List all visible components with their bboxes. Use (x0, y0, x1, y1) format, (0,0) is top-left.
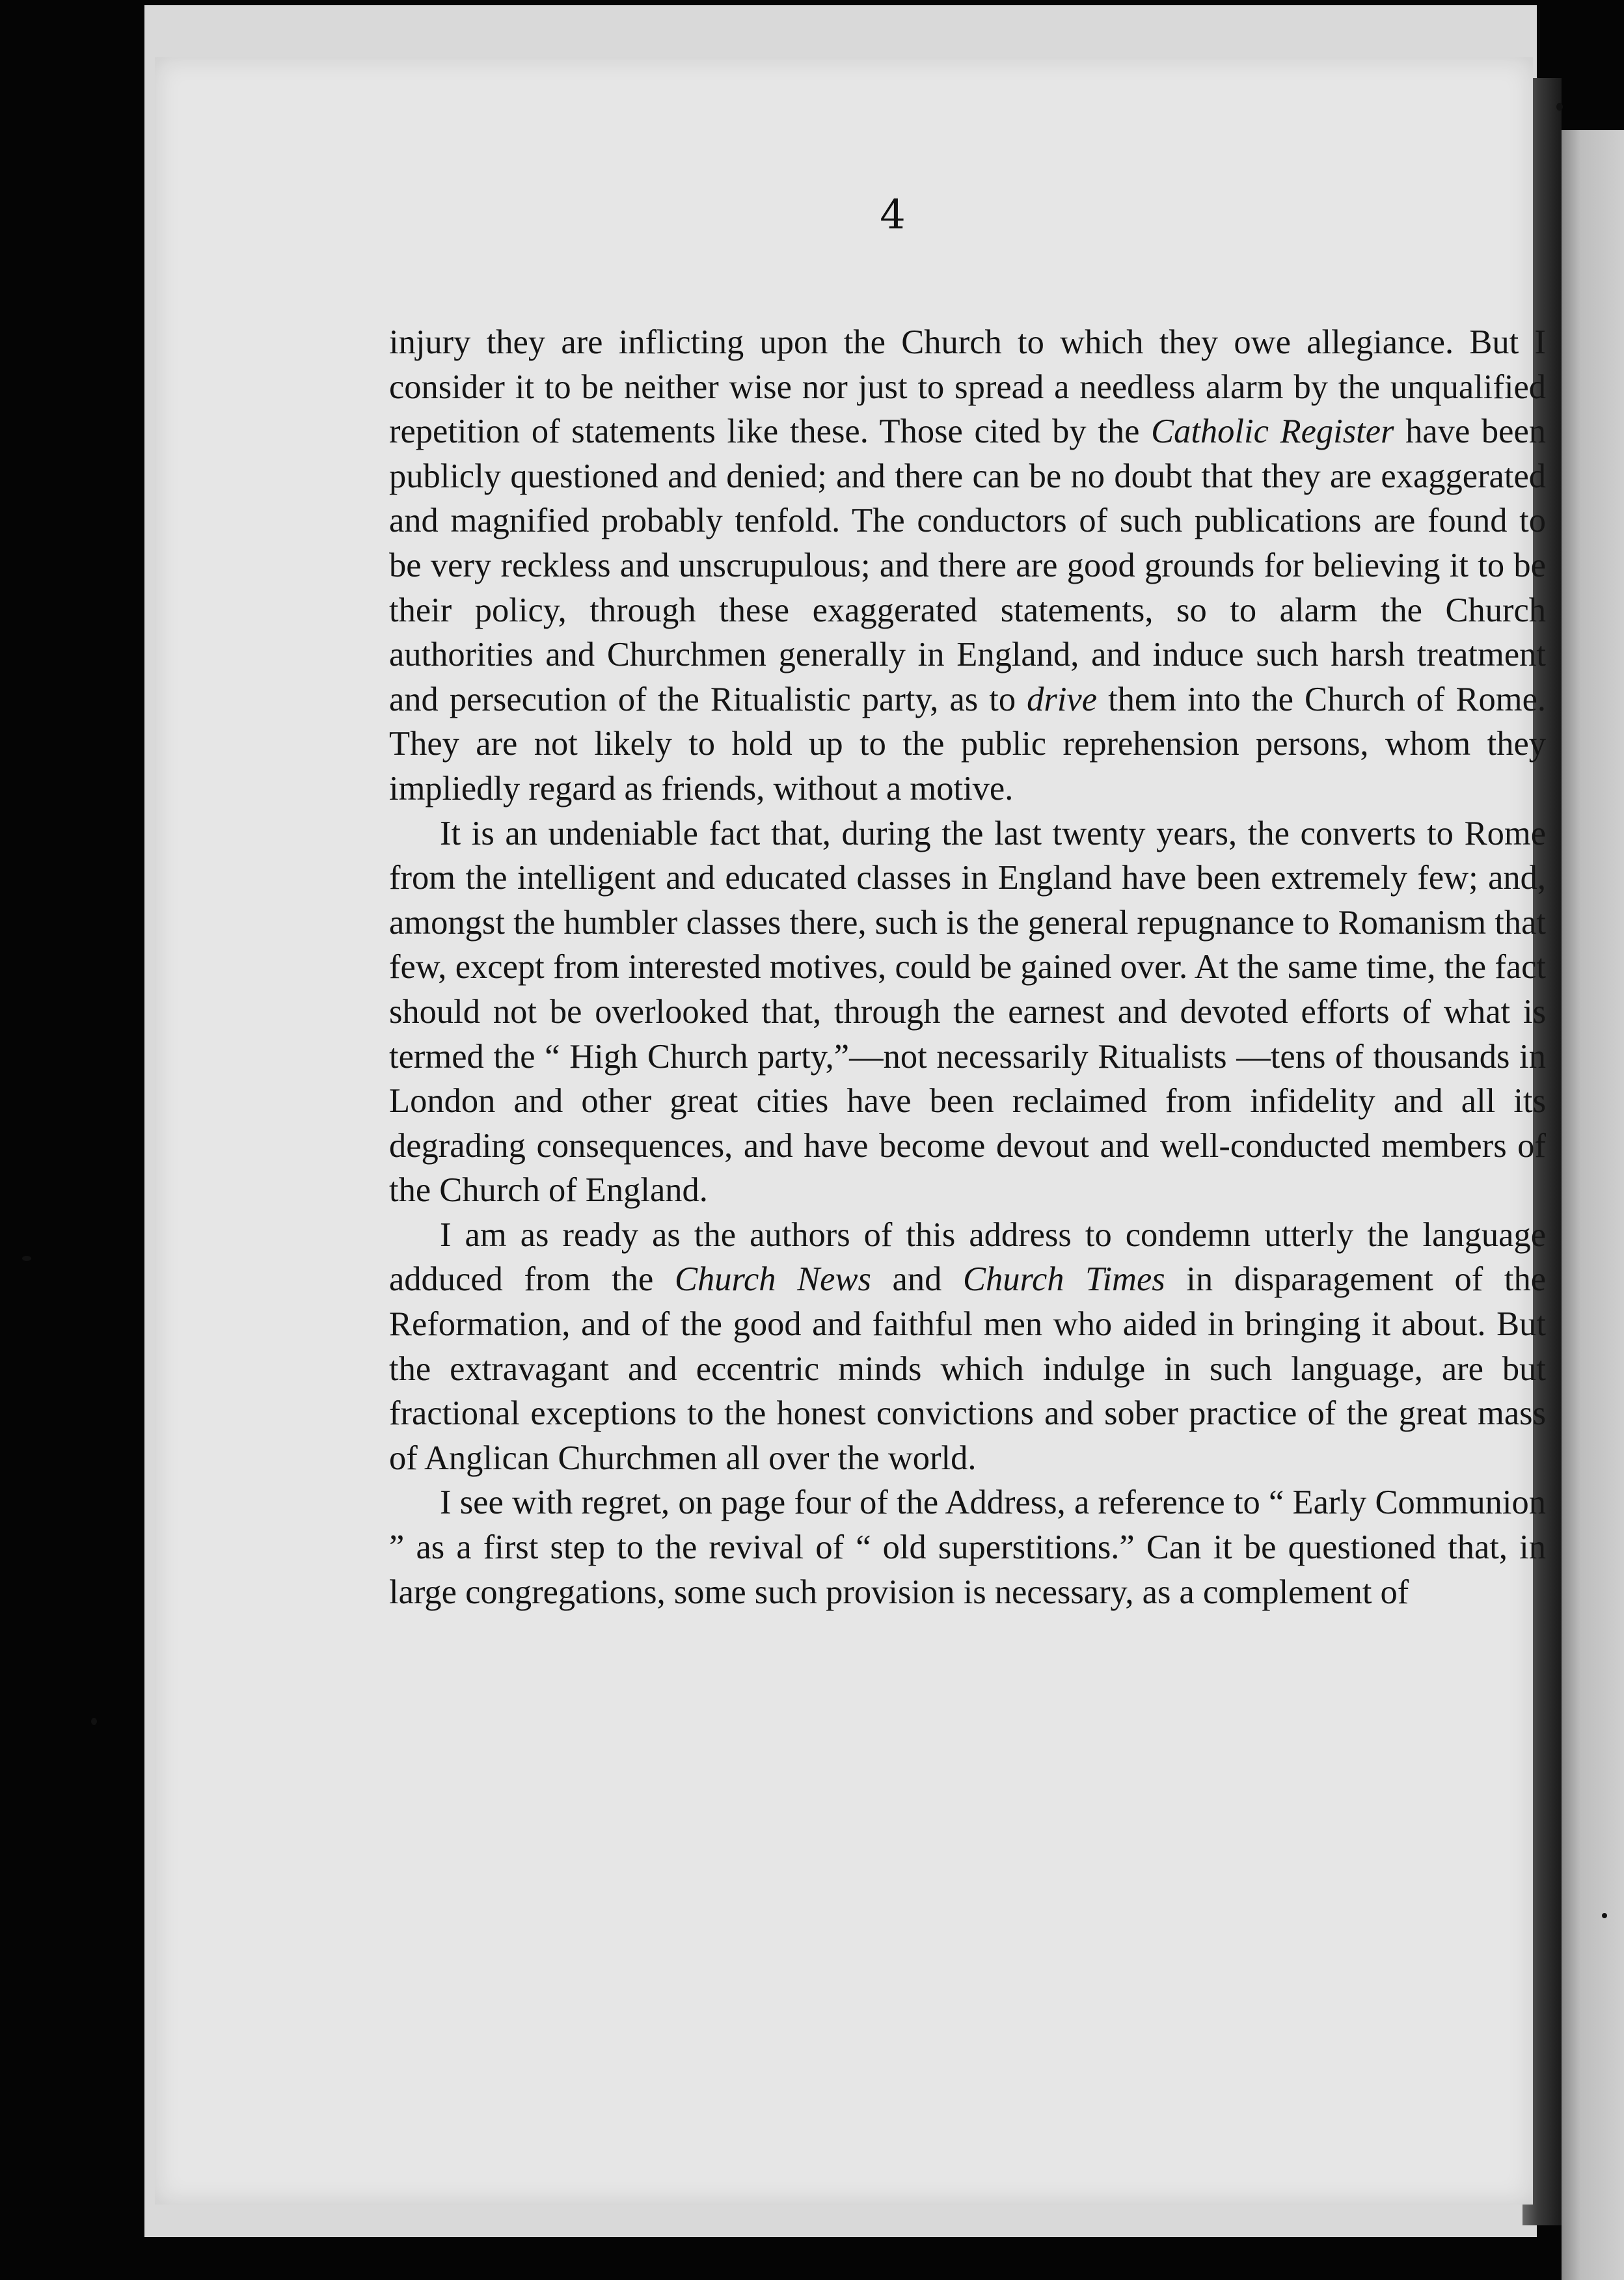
text-run: in disparagement of the Reformation, and of the good and faithful men who aided in bringing it about. But the extravagant and eccentric minds which indulge in such language, are but fractional exceptions to the honest convictions and sober practice of the great mass of Anglican Churchmen all over the world. (389, 1260, 1547, 1477)
italic-text: Catholic Register (1151, 413, 1394, 451)
italic-text: Church News (674, 1260, 871, 1299)
scan-speck (1556, 103, 1563, 111)
text-run: them into the Church of Rome. They are not likely to hold up to the public reprehension persons, whom they impliedly regard as friends, without a motive. (389, 680, 1546, 808)
text-run: It is an undeniable fact that, during the last twenty years, the converts to Rome from the intelligent and educated classes in England have been extremely few; and, amongst the humbler classes there, such is the general repugnance to Romanism that few, except from interested motives, could be gained over. At the same time, the fact should not be overlooked that, through the earnest and devoted efforts of what is termed the “ High Church party,”—not necessarily Ritualists —tens of thousands in London and other great cities have been reclaimed from infidelity and all its degrading consequences, and have become devout and well-conducted members of the Church of England. (389, 814, 1546, 1210)
paragraph (389, 811, 1546, 1213)
paragraph (389, 1213, 1546, 1481)
next-page-edge (1562, 130, 1624, 2280)
paragraph (389, 1480, 1546, 1614)
paragraph (389, 320, 1546, 811)
scan-speck (22, 1256, 31, 1261)
text-run: have been publicly questioned and denied; and there can be no doubt that they are exaggerated and magnified probably tenfold. The conductors of such publications are found to be very reckless and unscrupulous; and there are good grounds for believing it to be their policy, through these exaggerated statements, so to alarm the Church authorities and Churchmen generally in England, and induce such harsh treatment and persecution of the Ritualistic party, as to (389, 413, 1546, 718)
body-text (389, 320, 1546, 1614)
italic-text: Church Times (962, 1260, 1165, 1299)
text-run: and (871, 1260, 963, 1299)
italic-text: drive (1027, 680, 1098, 718)
text-run: I am as ready as the authors of this address to condemn utterly the language adduced from the (389, 1215, 1546, 1299)
text-run: I see with regret, on page four of the Address, a reference to “ Early Communion ” as a first step to the revival of “ old superstitions.” Can it be questioned that, in large congregations, some such provision is necessary, as a complement of (389, 1484, 1546, 1611)
page-number: 4 (880, 191, 906, 238)
scan-speck (1602, 1913, 1607, 1918)
scan-speck (91, 1718, 97, 1725)
text-run: injury they are inflicting upon the Church to which they owe allegiance. But I consider it to be neither wise nor just to spread a needless alarm by the unqualified repetition of statements like these. Those cited by the (389, 323, 1546, 451)
document-page (155, 57, 1547, 2205)
